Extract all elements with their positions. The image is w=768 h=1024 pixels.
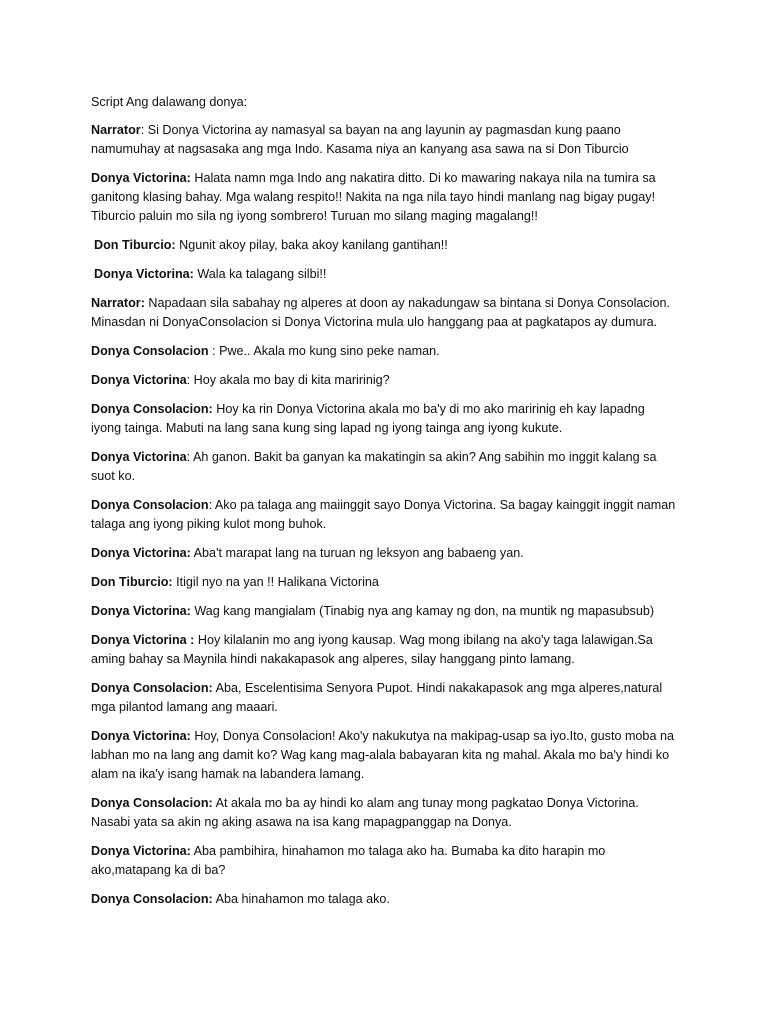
speaker-name: Donya Consolacion: bbox=[91, 796, 213, 810]
script-line bbox=[91, 890, 677, 909]
line-text: Halata namn mga Indo ang nakatira ditto. Di ko mawaring nakaya nila na tumira sa ganitong klasing bahay. Mga walang respito!! Nakita na nga nila tayo hindi manlang nag bigay pugay! Tiburcio paluin mo sila ng iyong sombrero! Turuan mo silang maging magalang!! bbox=[91, 171, 656, 223]
separator: : bbox=[186, 450, 193, 464]
script-line bbox=[91, 544, 677, 563]
speaker-name: Donya Victorina: bbox=[94, 267, 194, 281]
speaker-name: Narrator bbox=[91, 123, 141, 137]
script-line bbox=[91, 400, 677, 438]
line-text: Si Donya Victorina ay namasyal sa bayan na ang layunin ay pagmasdan kung paano namumuhay at nagsasaka ang mga Indo. Kasama niya an kanyang asa sawa na si Don Tiburcio bbox=[91, 123, 629, 156]
line-text: Napadaan sila sabahay ng alperes at doon ay nakadungaw sa bintana si Donya Consolacion. Minasdan ni DonyaConsolacion si Donya Victorina mula ulo hanggang paa at pagkatapos ay dumura. bbox=[91, 296, 670, 329]
line-text: Aba, Escelentisima Senyora Pupot. Hindi nakakapasok ang mga alperes,natural mga pilantod lamang ang maaari. bbox=[91, 681, 663, 714]
speaker-name: Donya Consolacion: bbox=[91, 402, 213, 416]
script-line bbox=[91, 371, 677, 390]
script-line bbox=[91, 794, 677, 832]
line-text: Hoy, Donya Consolacion! Ako'y nakukutya na makipag-usap sa iyo.Ito, gusto moba na labhan mo na lang ang damit ko? Wag kang mag-alala babayaran kita ng mahal. Akala mo ba'y hindi ko alam na ika'y isang hamak na labandera lamang. bbox=[91, 729, 674, 781]
line-text: At akala mo ba ay hindi ko alam ang tunay mong pagkatao Donya Victorina. Nasabi yata sa akin ng aking asawa na isa kang mapagpanggap na Donya. bbox=[91, 796, 639, 829]
speaker-name: Don Tiburcio: bbox=[94, 238, 176, 252]
speaker-name: Donya Victorina bbox=[91, 450, 187, 464]
script-line bbox=[91, 294, 677, 332]
document-title: Script Ang dalawang donya: bbox=[91, 95, 248, 109]
line-text: Aba't marapat lang na turuan ng leksyon ang babaeng yan. bbox=[193, 546, 524, 560]
speaker-name: Donya Victorina: bbox=[91, 844, 191, 858]
speaker-name: Donya Victorina : bbox=[91, 633, 195, 647]
separator: : bbox=[186, 373, 194, 387]
line-text: Pwe.. Akala mo kung sino peke naman. bbox=[219, 344, 440, 358]
speaker-name: Donya Consolacion bbox=[91, 498, 209, 512]
speaker-name: Donya Consolacion bbox=[91, 344, 209, 358]
script-line bbox=[91, 236, 677, 255]
script-line bbox=[91, 727, 677, 784]
speaker-name: Narrator: bbox=[91, 296, 145, 310]
speaker-name: Donya Consolacion: bbox=[91, 892, 213, 906]
separator: : bbox=[208, 344, 220, 358]
separator: : bbox=[140, 123, 148, 137]
line-text: Wag kang mangialam (Tinabig nya ang kamay ng don, na muntik ng mapasubsub) bbox=[194, 604, 655, 618]
script-line bbox=[91, 842, 677, 880]
line-text: Aba pambihira, hinahamon mo talaga ako ha. Bumaba ka dito harapin mo ako,matapang ka di ba? bbox=[91, 844, 606, 877]
script-line bbox=[91, 631, 677, 669]
line-text: Ngunit akoy pilay, baka akoy kanilang gantihan!! bbox=[179, 238, 448, 252]
line-text: Hoy ka rin Donya Victorina akala mo ba'y di mo ako maririnig eh kay lapadng iyong tainga. Mabuti na lang sana kung sing lapad ng iyong tainga ang iyong kukute. bbox=[91, 402, 645, 435]
script-line bbox=[91, 169, 677, 226]
script-line bbox=[91, 265, 677, 284]
speaker-name: Donya Victorina: bbox=[91, 604, 191, 618]
script-line bbox=[91, 121, 677, 159]
script-line bbox=[91, 602, 677, 621]
line-text: Ako pa talaga ang maiinggit sayo Donya Victorina. Sa bagay kainggit inggit naman talaga ang iyong piking kulot mong buhok. bbox=[91, 498, 676, 531]
speaker-name: Donya Victorina: bbox=[91, 171, 191, 185]
script-line bbox=[91, 496, 677, 534]
line-text: Aba hinahamon mo talaga ako. bbox=[215, 892, 390, 906]
speaker-name: Donya Victorina: bbox=[91, 729, 191, 743]
script-line bbox=[91, 448, 677, 486]
line-text: Hoy kilalanin mo ang iyong kausap. Wag mong ibilang na ako'y taga lalawigan.Sa aming bahay sa Maynila hindi nakakapasok ang alperes, silay hanggang pinto lamang. bbox=[91, 633, 653, 666]
speaker-name: Don Tiburcio: bbox=[91, 575, 173, 589]
speaker-name: Donya Victorina bbox=[91, 373, 187, 387]
line-text: Hoy akala mo bay di kita maririnig? bbox=[193, 373, 390, 387]
script-line bbox=[91, 342, 677, 361]
script-line bbox=[91, 679, 677, 717]
line-text: Ah ganon. Bakit ba ganyan ka makatingin sa akin? Ang sabihin mo inggit kalang sa suot ko. bbox=[91, 450, 657, 483]
separator: : bbox=[208, 498, 215, 512]
line-text: Itigil nyo na yan !! Halikana Victorina bbox=[176, 575, 379, 589]
speaker-name: Donya Victorina: bbox=[91, 546, 191, 560]
document-body bbox=[91, 93, 677, 919]
script-line bbox=[91, 573, 677, 592]
line-text: Wala ka talagang silbi!! bbox=[197, 267, 327, 281]
speaker-name: Donya Consolacion: bbox=[91, 681, 213, 695]
